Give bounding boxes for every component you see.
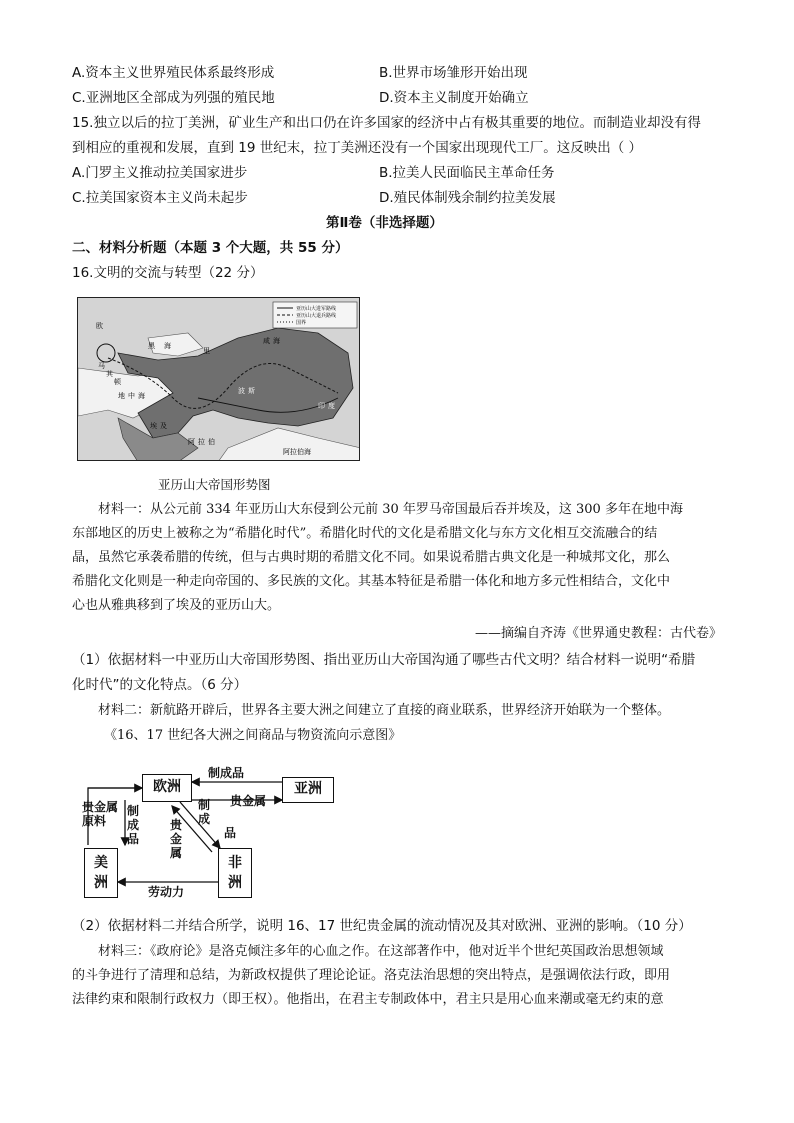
map-label: 咸 — [263, 337, 270, 345]
material3-line1: 材料三：《政府论》是洛克倾注多年的心血之作。在这部著作中，他对近半个世纪英国政治思想领域 — [98, 944, 664, 959]
q15-option-c: C.拉美国家资本主义尚未起步 — [72, 190, 248, 206]
label-mfg-to-america — [127, 804, 141, 846]
africa-char1: 非 — [228, 855, 242, 871]
metal-char3: 属 — [170, 846, 183, 860]
material2-line2: 《16、17 世纪各大洲之间商品与物资流向示意图》 — [104, 728, 402, 743]
map-label: 埃 — [150, 422, 157, 430]
map-graphic — [78, 298, 360, 461]
metal-char2: 金 — [170, 832, 183, 846]
map-label: 拉 — [198, 438, 205, 446]
mfg-char3: 品 — [127, 832, 140, 846]
map-label: 马 — [98, 362, 105, 370]
map-label: 伯 — [208, 438, 215, 446]
africa-char2: 洲 — [228, 875, 242, 891]
map-label: 及 — [160, 422, 167, 430]
section-heading: 二、材料分析题（本题 3 个大题，共 55 分） — [72, 240, 349, 256]
label-labor: 劳动力 — [148, 885, 185, 899]
material3-line2: 的斗争进行了清理和总结，为新政权提供了理论论证。洛克法治思想的突出特点，是强调依法行政，即用 — [72, 968, 671, 983]
material1-line4: 希腊化文化则是一种走向帝国的、多民族的文化。其基本特征是希腊一体化和地方多元性相结合，文化中 — [72, 574, 671, 589]
legend-item-border: 国界 — [296, 320, 307, 326]
node-asia: 亚洲 — [282, 777, 334, 803]
mfg-africa-char3: 品 — [224, 826, 237, 840]
q14-option-b: B.世界市场雏形开始出现 — [379, 65, 528, 81]
map-label: 中 — [128, 392, 135, 400]
material1-line3: 晶，虽然它承袭希腊的传统，但与古典时期的希腊文化不同。如果说希腊古典文化是一种城邦文化，那么 — [72, 550, 671, 565]
map-label: 度 — [328, 402, 335, 410]
map-label: 黑 — [148, 342, 155, 350]
label-manufactured-to-europe: 制成品 — [208, 766, 245, 780]
map-label: 其 — [106, 370, 113, 378]
mfg-africa-char2: 成 — [198, 812, 211, 826]
map-caption: 亚历山大帝国形势图 — [158, 477, 271, 492]
q14-option-d: D.资本主义制度开始确立 — [379, 90, 529, 106]
q14-option-a: A.资本主义世界殖民体系最终形成 — [72, 65, 275, 81]
legend-item-advance: 亚历山大进军路线 — [296, 306, 337, 312]
q16-title: 16.文明的交流与转型（22 分） — [72, 265, 264, 281]
q15-option-b: B.拉美人民面临民主革命任务 — [379, 165, 555, 181]
label-metal-to-asia: 贵金属 — [230, 794, 267, 808]
mfg-char1: 制 — [127, 804, 140, 818]
map-label: 斯 — [248, 387, 255, 395]
label-metal: 贵金属 — [82, 800, 119, 814]
map-label: 地 — [118, 392, 125, 400]
question1-line2: 化时代”的文化特点。（6 分） — [72, 677, 248, 693]
node-america — [84, 848, 118, 898]
q15-stem-line1: 15.独立以后的拉丁美洲，矿业生产和出口仍在许多国家的经济中占有极其重要的地位。而制造业却没有得 — [72, 115, 701, 131]
question1-line1: （1）依据材料一中亚历山大帝国形势图、指出亚历山大帝国沟通了哪些古代文明？结合材料一说明“希腊 — [72, 652, 696, 668]
material3-line3: 法律约束和限制行政权力（即王权）。他指出，在君主专制政体中，君主只是用心血来潮或毫无约束的意 — [72, 992, 664, 1007]
node-europe: 欧洲 — [142, 774, 192, 802]
material1-source: ——摘编自齐涛《世界通史教程：古代卷》 — [474, 626, 722, 641]
legend-item-retreat: 亚历山大退兵路线 — [296, 313, 337, 319]
material1-line1: 材料一：从公元前 334 年亚历山大东侵到公元前 30 年罗马帝国最后吞并埃及，这 300 多年在地中海 — [98, 502, 683, 517]
q15-stem-line2: 到相应的重视和发展，直到 19 世纪末，拉丁美洲还没有一个国家出现现代工厂。这反映出（ ） — [72, 140, 643, 156]
node-africa — [218, 848, 252, 898]
map-label: 波 — [238, 387, 245, 395]
label-mfg-to-africa-2 — [224, 826, 238, 840]
q15-option-d: D.殖民体制残余制约拉美发展 — [379, 190, 556, 206]
label-mfg-to-africa — [198, 798, 212, 826]
mfg-char2: 成 — [127, 818, 140, 832]
question2: （2）依据材料二并结合所学，说明 16、17 世纪贵金属的流动情况及其对欧洲、亚洲的影响。（10 分） — [72, 918, 692, 934]
metal-char1: 贵 — [170, 818, 183, 832]
label-metal-raw — [82, 800, 118, 828]
trade-flow-diagram — [70, 760, 350, 905]
label-raw: 原料 — [82, 814, 107, 828]
map-label: 海 — [273, 337, 280, 345]
map-label: 海 — [164, 342, 171, 350]
america-char2: 洲 — [94, 875, 108, 891]
label-metal-to-europe — [170, 818, 184, 860]
america-char1: 美 — [94, 855, 108, 871]
q15-option-a: A.门罗主义推动拉美国家进步 — [72, 165, 248, 181]
mfg-africa-char1: 制 — [198, 798, 211, 812]
material2-line1: 材料二：新航路开辟后，世界各主要大洲之间建立了直接的商业联系，世界经济开始联为一个整体。 — [98, 703, 671, 718]
alexander-empire-map — [77, 297, 360, 461]
map-label: 里 — [203, 347, 210, 355]
map-label: 阿 — [188, 438, 195, 446]
map-label: 海 — [138, 392, 145, 400]
map-label: 欧 — [96, 322, 103, 330]
section-title: 第Ⅱ卷（非选择题） — [326, 215, 443, 231]
map-label: 阿拉伯海 — [283, 448, 311, 456]
material1-line5: 心也从雅典移到了埃及的亚历山大。 — [72, 598, 281, 613]
map-label: 顿 — [114, 378, 121, 386]
material1-line2: 东部地区的历史上被称之为“希腊化时代”。希腊化时代的文化是希腊文化与东方文化相互交流融合的结 — [72, 526, 658, 541]
map-label: 印 — [318, 402, 325, 410]
q14-option-c: C.亚洲地区全部成为列强的殖民地 — [72, 90, 275, 106]
